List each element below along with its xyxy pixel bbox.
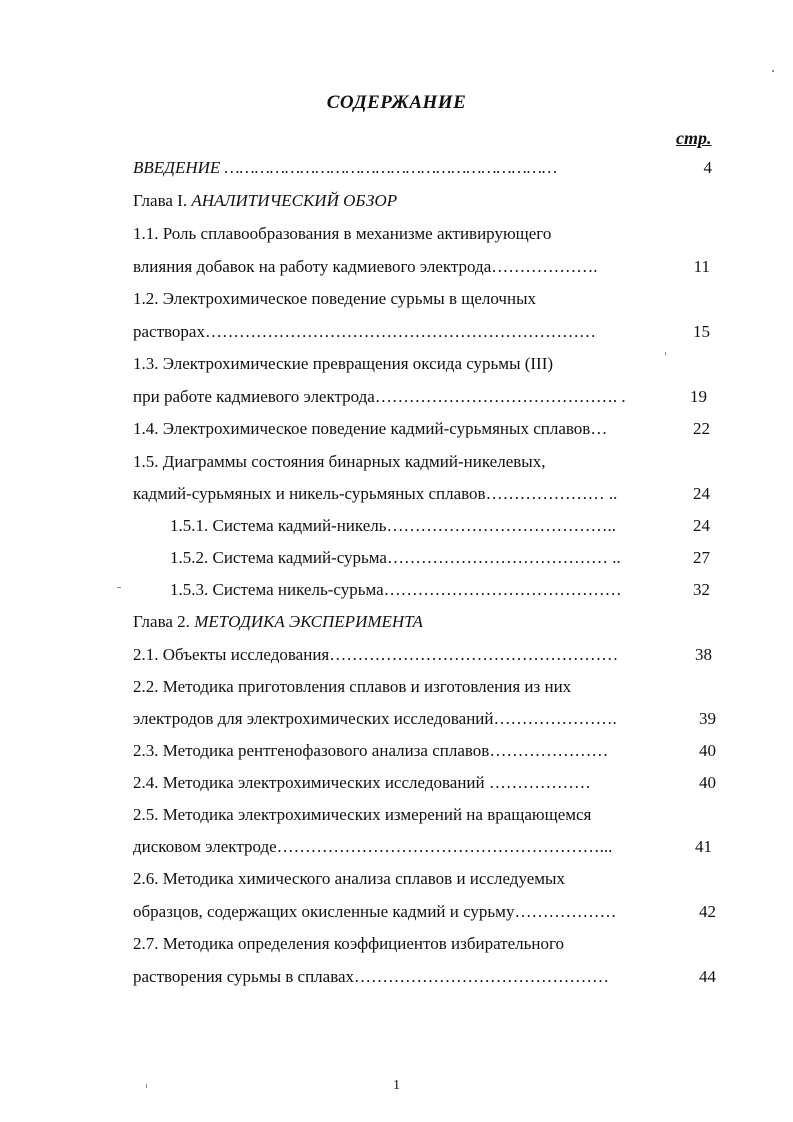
page-column-label: стр. — [676, 128, 712, 148]
page-title: СОДЕРЖАНИЕ — [326, 92, 467, 113]
footer-page-number: 1 — [393, 1078, 400, 1093]
scan-speck — [117, 587, 121, 588]
toc-entry-text: 1.5. Диаграммы состояния бинарных кадмий-никелевых, — [133, 452, 546, 471]
toc-entry-text: 1.2. Электрохимическое поведение сурьмы в щелочных — [133, 289, 537, 308]
toc-entry-1-2-line1 — [133, 287, 723, 311]
toc-page-number: 24 — [693, 484, 710, 503]
toc-entry-1-2-line2 — [133, 320, 723, 344]
toc-page-number: 19 — [690, 387, 707, 406]
chapter-prefix: Глава 2. — [133, 612, 190, 631]
toc-entry-2-6-line1 — [133, 867, 723, 891]
toc-page-number: 41 — [695, 837, 712, 856]
scan-speck — [665, 352, 666, 355]
toc-entry-text: 1.3. Электрохимические превращения оксида сурьмы (III) — [133, 354, 554, 373]
chapter-title: МЕТОДИКА ЭКСПЕРИМЕНТА — [194, 612, 423, 631]
toc-entry-text: 2.1. Объекты исследования…………………………………………… — [133, 645, 619, 664]
toc-entry-2-7-line2 — [133, 965, 723, 989]
toc-page-number: 42 — [699, 902, 716, 921]
toc-entry-1-1-line2 — [133, 255, 723, 279]
toc-entry-2-2-line1 — [133, 675, 723, 699]
toc-entry-text: 2.5. Методика электрохимических измерений на вращающемся — [133, 805, 592, 824]
toc-entry-2-2-line2 — [133, 707, 723, 731]
toc-page-number: 39 — [699, 709, 716, 728]
toc-entry-text: 1.5.1. Система кадмий-никель………………………………….. — [170, 516, 617, 535]
toc-entry-1-5-line2 — [133, 482, 723, 506]
toc-page-number: 44 — [699, 967, 716, 986]
toc-entry-2-5-line2 — [133, 835, 723, 859]
toc-entry-1-1-line1 — [133, 222, 723, 246]
toc-entry-2-7-line1 — [133, 932, 723, 956]
chapter-title: АНАЛИТИЧЕСКИЙ ОБЗОР — [191, 191, 398, 210]
toc-entry-2-5-line1 — [133, 803, 723, 827]
toc-entry-text: 2.2. Методика приготовления сплавов и изготовления из них — [133, 677, 572, 696]
toc-entry-text: кадмий-сурьмяных и никель-сурьмяных сплавов………………… .. — [133, 484, 618, 503]
toc-entry-text: 1.5.2. Система кадмий-сурьма………………………………… .. — [170, 548, 621, 567]
toc-entry-1-5-3 — [170, 578, 723, 602]
toc-entry-1-5-1 — [170, 514, 723, 538]
toc-entry-text: 2.4. Методика электрохимических исследований ……………… — [133, 773, 591, 792]
toc-entry-text: 2.7. Методика определения коэффициентов избирательного — [133, 934, 565, 953]
toc-entry-intro — [133, 156, 723, 180]
toc-page-number: 15 — [693, 322, 710, 341]
toc-chapter-1 — [133, 189, 723, 213]
toc-page-number: 24 — [693, 516, 710, 535]
toc-page-number: 22 — [693, 419, 710, 438]
toc-entry-text: электродов для электрохимических исследований…………………. — [133, 709, 617, 728]
toc-page-number: 38 — [695, 645, 712, 664]
toc-page-number: 4 — [703, 158, 712, 177]
toc-entry-text: влияния добавок на работу кадмиевого электрода………………. — [133, 257, 598, 276]
toc-entry-text: образцов, содержащих окисленные кадмий и сурьму……………… — [133, 902, 617, 921]
toc-chapter-2 — [133, 610, 723, 634]
scan-speck — [146, 1084, 147, 1088]
toc-page-number: 11 — [693, 257, 710, 276]
toc-entry-1-4 — [133, 417, 723, 441]
toc-page-number: 40 — [699, 773, 716, 792]
toc-entry-text: 1.4. Электрохимическое поведение кадмий-сурьмяных сплавов… — [133, 419, 608, 438]
toc-entry-text: 2.3. Методика рентгенофазового анализа сплавов………………… — [133, 741, 609, 760]
toc-entry-2-1 — [133, 643, 723, 667]
toc-entry-1-5-line1 — [133, 450, 723, 474]
toc-entry-text: дисковом электроде…………………………………………………... — [133, 837, 613, 856]
toc-entry-text: ВВЕДЕНИЕ ………………………………………………………… — [133, 158, 558, 177]
toc-entry-2-6-line2 — [133, 900, 723, 924]
toc-entry-1-3-line2 — [133, 385, 723, 409]
chapter-prefix: Глава I. — [133, 191, 188, 210]
toc-entry-text: при работе кадмиевого электрода……………………………………. . — [133, 387, 626, 406]
toc-page-number: 27 — [693, 548, 710, 567]
toc-entry-text: 1.5.3. Система никель-сурьма…………………………………… — [170, 580, 622, 599]
toc-entry-text: растворах…………………………………………………………… — [133, 322, 596, 341]
toc-page-number: 32 — [693, 580, 710, 599]
toc-entry-text: 1.1. Роль сплавообразования в механизме активирующего — [133, 224, 552, 243]
toc-entry-2-3 — [133, 739, 723, 763]
toc-entry-text: растворения сурьмы в сплавах……………………………………… — [133, 967, 610, 986]
toc-page-number: 40 — [699, 741, 716, 760]
scan-speck — [772, 70, 774, 72]
toc-entry-1-5-2 — [170, 546, 723, 570]
toc-entry-1-3-line1 — [133, 352, 723, 376]
toc-entry-2-4 — [133, 771, 723, 795]
toc-entry-text: 2.6. Методика химического анализа сплавов и исследуемых — [133, 869, 565, 888]
